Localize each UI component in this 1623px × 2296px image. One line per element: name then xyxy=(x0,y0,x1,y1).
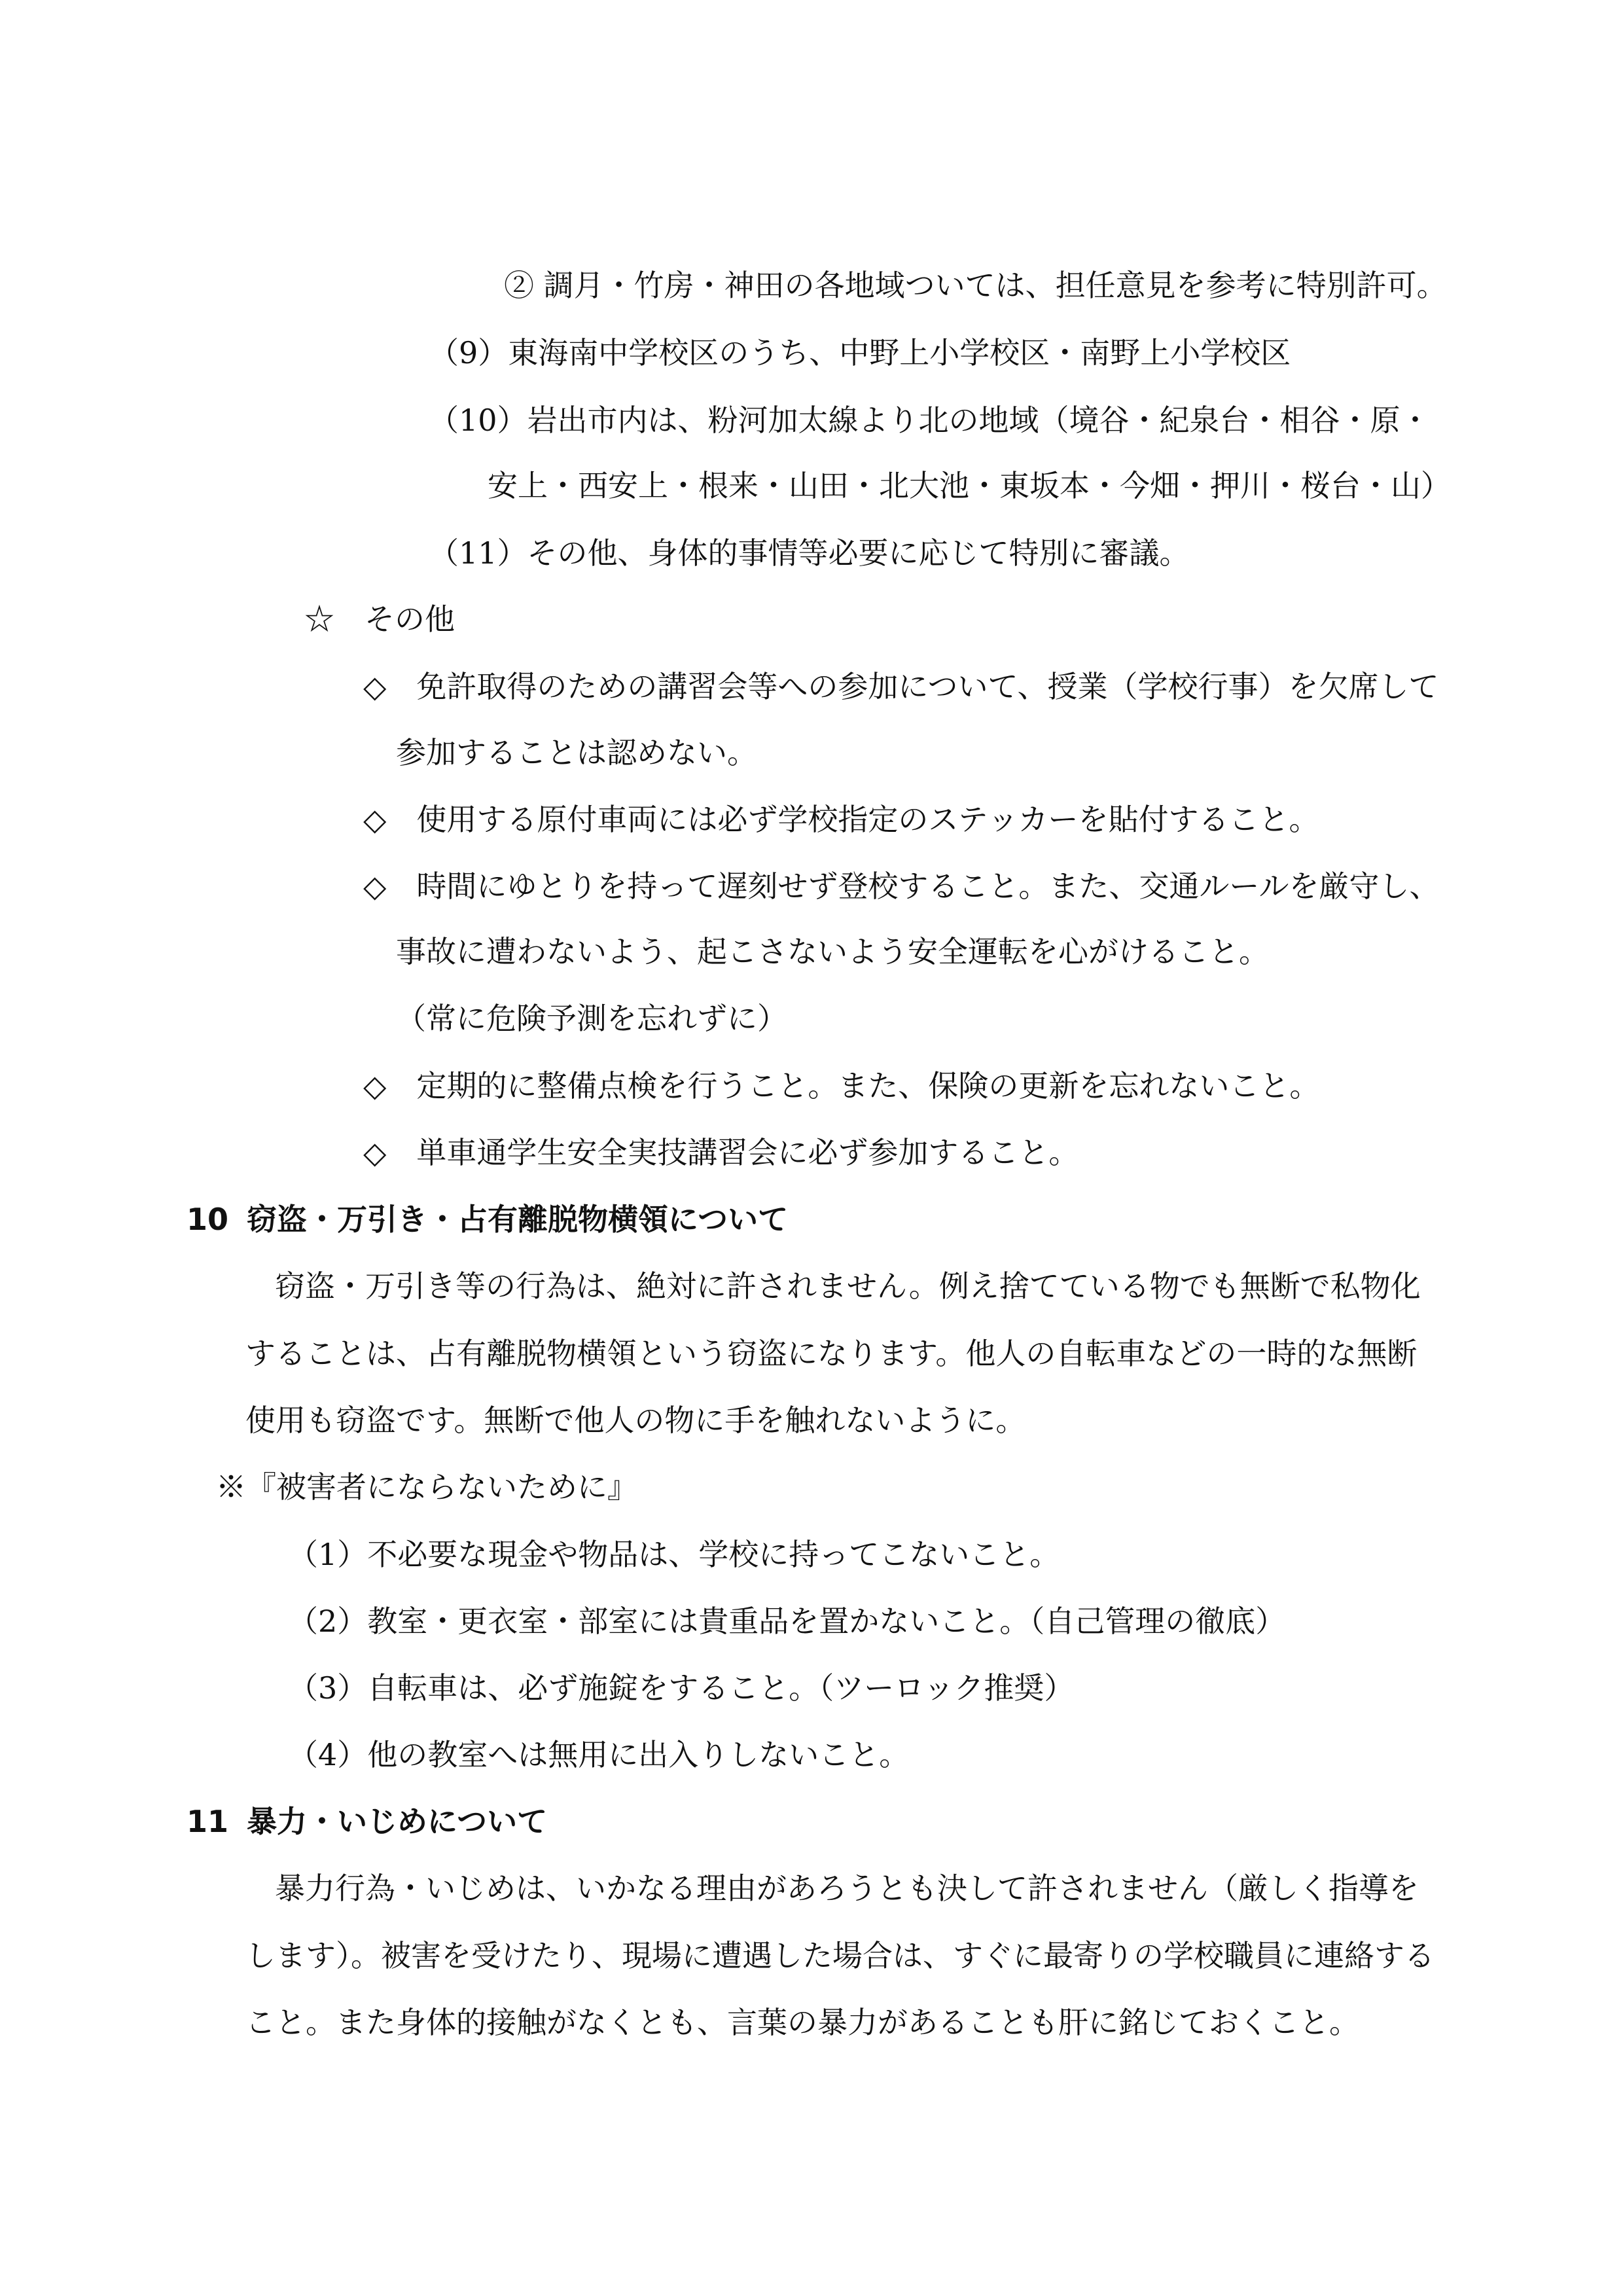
section-10-paragraph-line2: することは、占有離脱物横領という窃盗になります。他人の自転車などの一時的な無断 xyxy=(245,1336,1418,1371)
other-heading: ☆ その他 xyxy=(304,601,455,637)
section-11-paragraph-line2: します）。被害を受けたり、現場に遭遇した場合は、すぐに最寄りの学校職員に連絡する xyxy=(245,1938,1435,1973)
section-10-list-item-2: （2）教室・更衣室・部室には貴重品を置かないこと。（自己管理の徹底） xyxy=(288,1604,1286,1639)
other-item-license-line2: 参加することは認めない。 xyxy=(396,735,757,770)
section-10-note-heading: ※『被害者にならないために』 xyxy=(216,1469,637,1505)
section-11-paragraph-line1: 暴力行為・いじめは、いかなる理由があろうとも決して許されません（厳しく指導を xyxy=(275,1871,1419,1906)
section-10-paragraph-line1: 窃盗・万引き等の行為は、絶対に許されません。例え捨てている物でも無断で私物化 xyxy=(275,1268,1421,1304)
list-item-10-line1: （10）岩出市内は、粉河加太線より北の地域（境谷・紀泉台・相谷・原・ xyxy=(429,403,1431,438)
section-11-title: 暴力・いじめについて xyxy=(247,1804,548,1839)
section-11-number: 11 xyxy=(187,1804,229,1839)
section-10-number: 10 xyxy=(187,1202,229,1237)
section-10-heading xyxy=(187,1202,789,1237)
section-10-paragraph-line3: 使用も窃盗です。無断で他人の物に手を触れないように。 xyxy=(245,1403,1026,1438)
section-11-paragraph-line3: こと。また身体的接触がなくとも、言葉の暴力があることも肝に銘じておくこと。 xyxy=(245,2005,1359,2040)
list-item-2: ② 調月・竹房・神田の各地域ついては、担任意見を参考に特別許可。 xyxy=(504,268,1447,303)
other-item-punctual-line1: ◇ 時間にゆとりを持って遅刻せず登校すること。また、交通ルールを厳守し、 xyxy=(363,869,1440,904)
section-10-list-item-3: （3）自転車は、必ず施錠をすること。（ツーロック推奨） xyxy=(288,1670,1075,1706)
section-10-list-item-1: （1）不必要な現金や物品は、学校に持ってこないこと。 xyxy=(288,1537,1060,1572)
other-item-training: ◇ 単車通学生安全実技講習会に必ず参加すること。 xyxy=(363,1135,1079,1170)
other-item-license-line1: ◇ 免許取得のための講習会等への参加について、授業（学校行事）を欠席して xyxy=(363,669,1439,704)
other-item-maintenance: ◇ 定期的に整備点検を行うこと。また、保険の更新を忘れないこと。 xyxy=(363,1068,1320,1103)
other-item-sticker: ◇ 使用する原付車両には必ず学校指定のステッカーを貼付すること。 xyxy=(363,802,1319,837)
section-10-title: 窃盗・万引き・占有離脱物横領について xyxy=(247,1202,789,1237)
list-item-9: （9）東海南中学校区のうち、中野上小学校区・南野上小学校区 xyxy=(429,335,1291,370)
list-item-10-line2: 安上・西安上・根来・山田・北大池・東坂本・今畑・押川・桜台・山） xyxy=(488,468,1451,503)
list-item-11: （11）その他、身体的事情等必要に応じて特別に審議。 xyxy=(429,535,1190,571)
section-11-heading xyxy=(187,1806,547,1837)
other-item-punctual-line2: 事故に遭わないよう、起こさないよう安全運転を心がけること。 xyxy=(396,934,1269,969)
section-10-list-item-4: （4）他の教室へは無用に出入りしないこと。 xyxy=(288,1737,910,1772)
other-item-punctual-note: （常に危険予測を忘れずに） xyxy=(396,1001,787,1036)
